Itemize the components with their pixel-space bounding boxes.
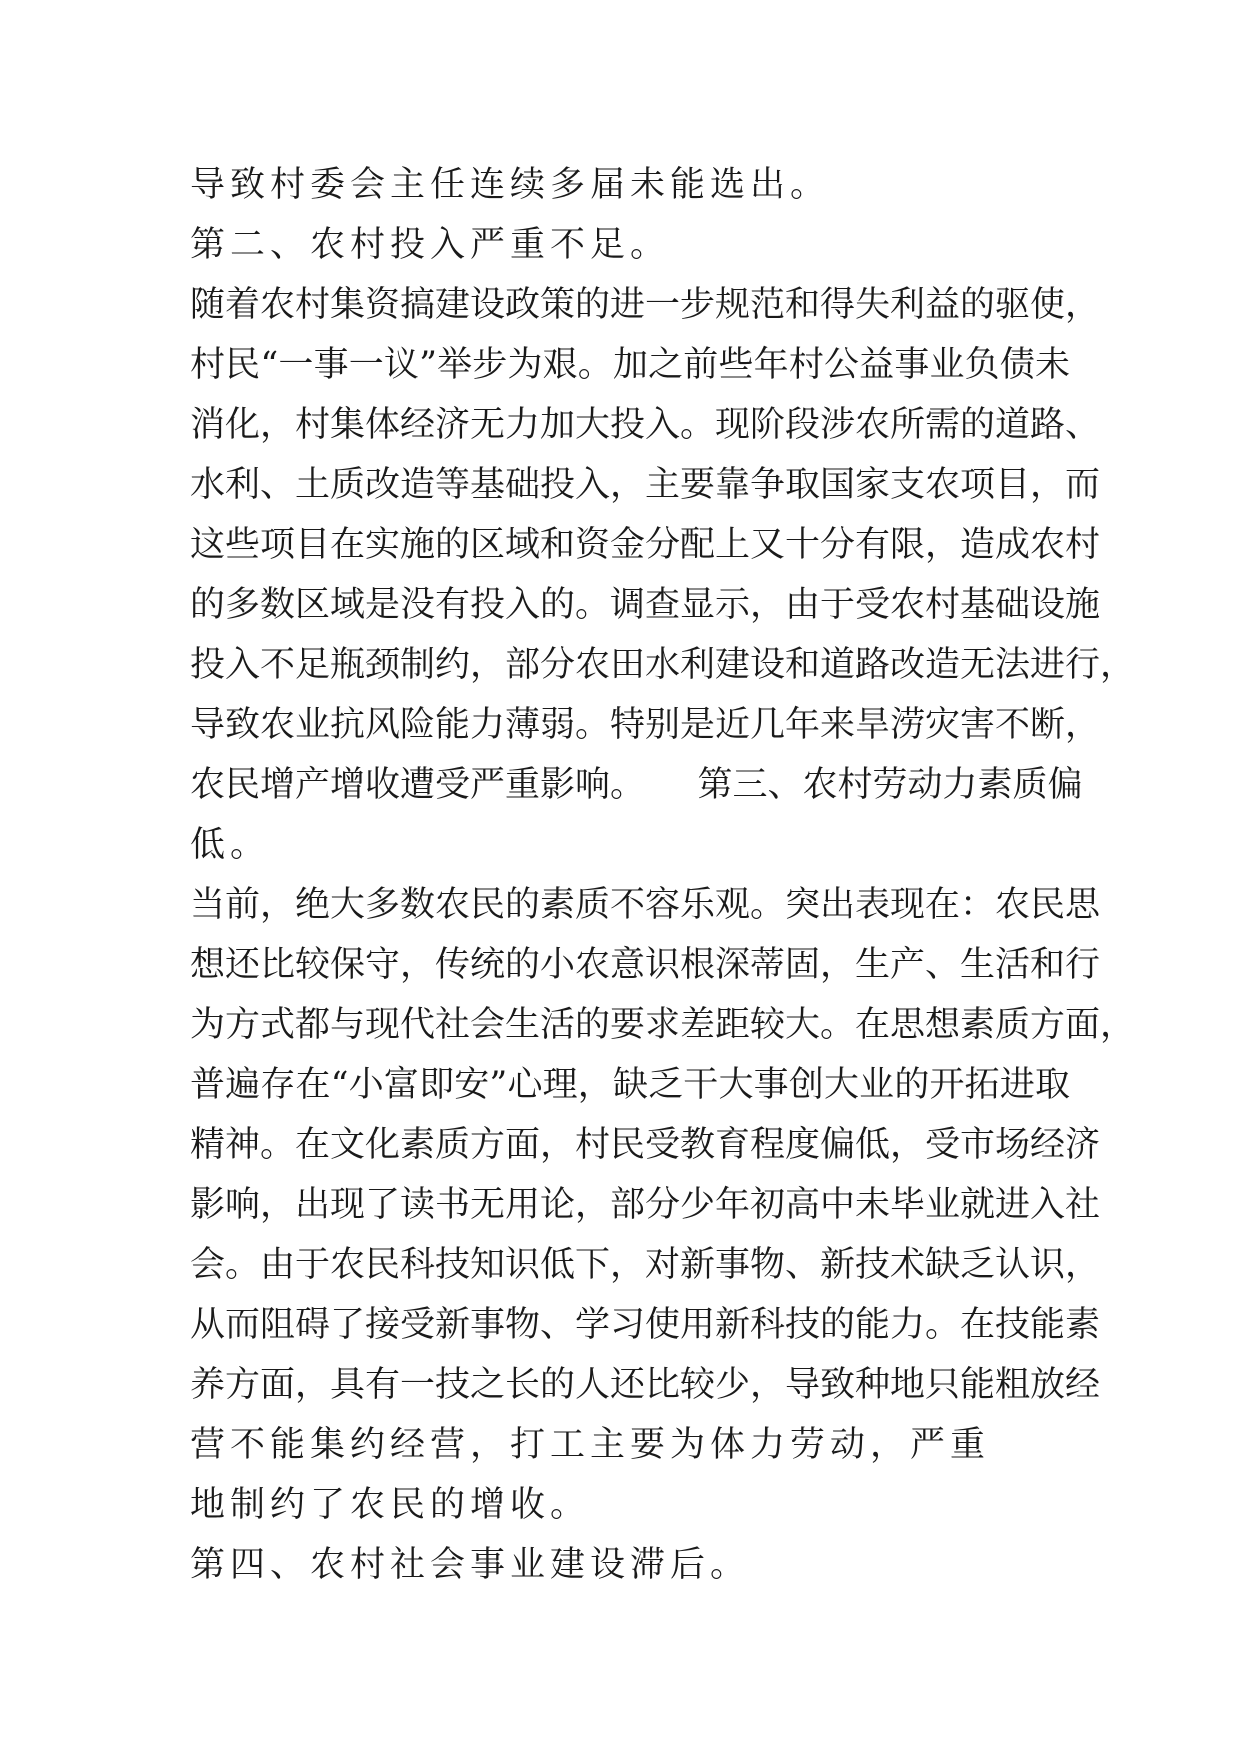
text-line: 养方面，具有一技之长的人还比较少，导致种地只能粗放经 xyxy=(190,1365,1101,1405)
section-heading: 第四、农村社会事业建设滞后。 xyxy=(190,1545,751,1585)
section-heading: 第二、农村投入严重不足。 xyxy=(190,225,671,265)
text-line: 为方式都与现代社会生活的要求差距较大。在思想素质方面， xyxy=(190,1005,1136,1045)
text-line: 会。由于农民科技知识低下，对新事物、新技术缺乏认识， xyxy=(190,1245,1101,1285)
text-line: 导致村委会主任连续多届未能选出。 xyxy=(190,165,831,205)
text-line: 营不能集约经营，打工主要为体力劳动，严重 xyxy=(190,1425,991,1465)
text-line: 消化，村集体经济无力加大投入。现阶段涉农所需的道路、 xyxy=(190,405,1101,445)
text-line: 精神。在文化素质方面，村民受教育程度偏低，受市场经济 xyxy=(190,1125,1101,1165)
text-line: 村民“一事一议”举步为艰。加之前些年村公益事业负债未 xyxy=(190,345,1070,385)
text-line: 影响，出现了读书无用论，部分少年初高中未毕业就进入社 xyxy=(190,1185,1101,1225)
text-line: 低。 xyxy=(190,825,271,865)
text-line: 随着农村集资搞建设政策的进一步规范和得失利益的驱使， xyxy=(190,285,1101,325)
text-line: 普遍存在“小富即安”心理，缺乏干大事创大业的开拓进取 xyxy=(190,1065,1070,1105)
text-line: 地制约了农民的增收。 xyxy=(190,1485,591,1525)
text-line: 投入不足瓶颈制约，部分农田水利建设和道路改造无法进行， xyxy=(190,645,1136,685)
text-line: 导致农业抗风险能力薄弱。特别是近几年来旱涝灾害不断， xyxy=(190,705,1101,745)
text-line: 这些项目在实施的区域和资金分配上又十分有限，造成农村 xyxy=(190,525,1101,565)
text-line: 农民增产增收遭受严重影响。 第三、农村劳动力素质偏 xyxy=(190,765,1083,805)
text-line: 想还比较保守，传统的小农意识根深蒂固，生产、生活和行 xyxy=(190,945,1101,985)
text-line: 从而阻碍了接受新事物、学习使用新科技的能力。在技能素 xyxy=(190,1305,1101,1345)
text-line: 水利、土质改造等基础投入，主要靠争取国家支农项目，而 xyxy=(190,465,1101,505)
text-line: 当前，绝大多数农民的素质不容乐观。突出表现在：农民思 xyxy=(190,885,1101,925)
text-line: 的多数区域是没有投入的。调查显示，由于受农村基础设施 xyxy=(190,585,1101,625)
